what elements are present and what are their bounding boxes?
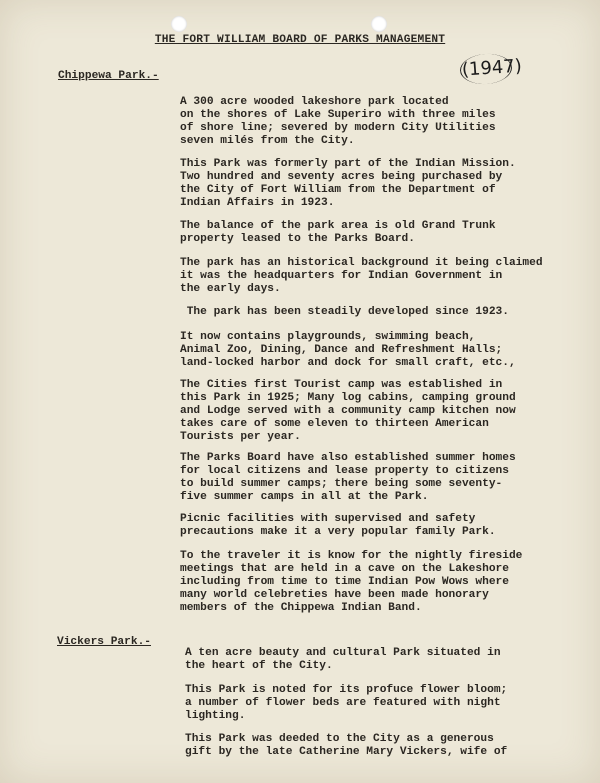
chippewa-paragraph-4: The park has an historical background it being claimed it was the headquarters for Indian Government in the early days. <box>180 257 543 295</box>
chippewa-paragraph-5: The park has been steadily developed since 1923. <box>180 306 509 318</box>
chippewa-paragraph-6: It now contains playgrounds, swimming beach, Animal Zoo, Dining, Dance and Refreshment Halls; land-locked harbor and dock for small craft, etc., <box>180 331 516 369</box>
section-label-vickers-park: Vickers Park.- <box>57 636 151 648</box>
vickers-paragraph-3: This Park was deeded to the City as a generous gift by the late Catherine Mary Vickers, wife of <box>185 733 508 758</box>
punch-hole-left <box>171 16 187 32</box>
document-title: THE FORT WILLIAM BOARD OF PARKS MANAGEMENT <box>154 34 446 46</box>
handwritten-year-annotation: (1947) <box>461 54 511 83</box>
section-label-chippewa-park: Chippewa Park.- <box>58 70 159 82</box>
chippewa-paragraph-3: The balance of the park area is old Grand Trunk property leased to the Parks Board. <box>180 220 496 245</box>
vickers-paragraph-1: A ten acre beauty and cultural Park situated in the heart of the City. <box>185 647 501 672</box>
chippewa-paragraph-7: The Cities first Tourist camp was established in this Park in 1925; Many log cabins, camping ground and Lodge served with a community camp kitchen now takes care of some eleven to thirteen American Tourists per year. <box>180 379 516 443</box>
chippewa-paragraph-9: Picnic facilities with supervised and safety precautions make it a very popular family Park. <box>180 513 496 538</box>
chippewa-paragraph-8: The Parks Board have also established summer homes for local citizens and lease property to citizens to build summer camps; there being some seventy- five summer camps in all at the Park. <box>180 452 516 503</box>
punch-hole-right <box>371 16 387 32</box>
chippewa-paragraph-2: This Park was formerly part of the Indian Mission. Two hundred and seventy acres being purchased by the City of Fort William from the Department of Indian Affairs in 1923. <box>180 158 516 209</box>
chippewa-paragraph-10: To the traveler it is know for the nightly fireside meetings that are held in a cave on the Lakeshore including from time to time Indian Pow Wows where many world celebreties have been made honorary members of the Chippewa Indian Band. <box>180 550 523 614</box>
vickers-paragraph-2: This Park is noted for its profuce flower bloom; a number of flower beds are featured with night lighting. <box>185 684 508 722</box>
chippewa-paragraph-1: A 300 acre wooded lakeshore park located on the shores of Lake Superiro with three miles of shore line; severed by modern City Utilities seven milés from the City. <box>180 96 496 147</box>
